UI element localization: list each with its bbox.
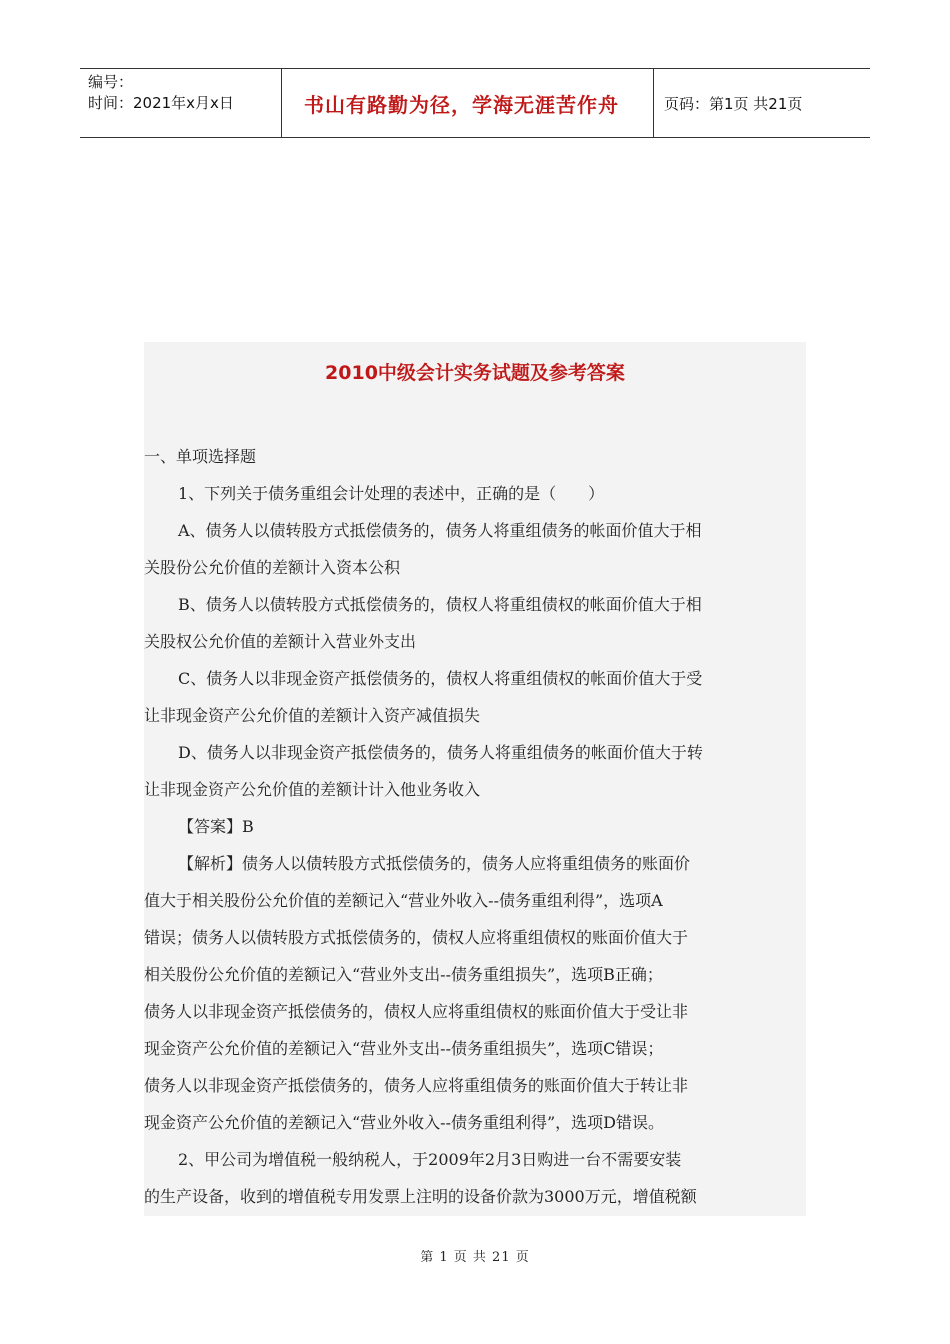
analysis-line: 债务人以非现金资产抵偿债务的，债务人应将重组债务的账面价值大于转让非 bbox=[144, 1076, 689, 1095]
document-title: 2010中级会计实务试题及参考答案 bbox=[325, 362, 625, 384]
page-footer: 第 1 页 共 21 页 bbox=[420, 1250, 530, 1265]
document-time-label: 时间：2021年x月x日 bbox=[88, 94, 234, 112]
question-1-stem: 1、下列关于债务重组会计处理的表述中，正确的是（ ） bbox=[178, 484, 605, 503]
answer-line: 【答案】B bbox=[178, 817, 254, 836]
document-body bbox=[144, 342, 806, 1216]
document-number-label: 编号： bbox=[88, 73, 134, 91]
analysis-line: 值大于相关股份公允价值的差额记入“营业外收入--债务重组利得”，选项A bbox=[144, 891, 663, 910]
option-b-line-2: 关股权公允价值的差额计入营业外支出 bbox=[144, 632, 417, 651]
analysis-line: 债务人以非现金资产抵偿债务的，债权人应将重组债权的账面价值大于受让非 bbox=[144, 1002, 689, 1021]
analysis-line: 错误；债务人以债转股方式抵偿债务的，债权人应将重组债权的账面价值大于 bbox=[144, 928, 689, 947]
question-2-line-2: 的生产设备，收到的增值税专用发票上注明的设备价款为3000万元，增值税额 bbox=[144, 1187, 697, 1206]
option-a-line-1: A、债务人以债转股方式抵偿债务的，债务人将重组债务的帐面价值大于相 bbox=[178, 521, 702, 540]
analysis-line: 现金资产公允价值的差额记入“营业外支出--债务重组损失”，选项C错误； bbox=[144, 1039, 664, 1058]
header-page-info: 页码：第1页 共21页 bbox=[664, 94, 803, 113]
option-c-line-1: C、债务人以非现金资产抵偿债务的，债权人将重组债权的帐面价值大于受 bbox=[178, 669, 703, 688]
analysis-line: 【解析】债务人以债转股方式抵偿债务的，债务人应将重组债务的账面价 bbox=[178, 854, 691, 873]
option-c-line-2: 让非现金资产公允价值的差额计入资产减值损失 bbox=[144, 706, 481, 725]
option-a-line-2: 关股份公允价值的差额计入资本公积 bbox=[144, 558, 401, 577]
analysis-line: 现金资产公允价值的差额记入“营业外收入--债务重组利得”，选项D错误。 bbox=[144, 1113, 665, 1132]
analysis-line: 相关股份公允价值的差额记入“营业外支出--债务重组损失”，选项B正确； bbox=[144, 965, 663, 984]
option-b-line-1: B、债务人以债转股方式抵偿债务的，债权人将重组债权的帐面价值大于相 bbox=[178, 595, 702, 614]
option-d-line-1: D、债务人以非现金资产抵偿债务的，债务人将重组债务的帐面价值大于转 bbox=[178, 743, 703, 762]
page-header bbox=[80, 68, 870, 138]
header-meta bbox=[80, 69, 282, 137]
option-d-line-2: 让非现金资产公允价值的差额计计入他业务收入 bbox=[144, 780, 481, 799]
question-2-line-1: 2、甲公司为增值税一般纳税人，于2009年2月3日购进一台不需要安装 bbox=[178, 1150, 682, 1169]
section-heading: 一、单项选择题 bbox=[144, 447, 257, 466]
header-motto: 书山有路勤为径，学海无涯苦作舟 bbox=[282, 69, 654, 137]
